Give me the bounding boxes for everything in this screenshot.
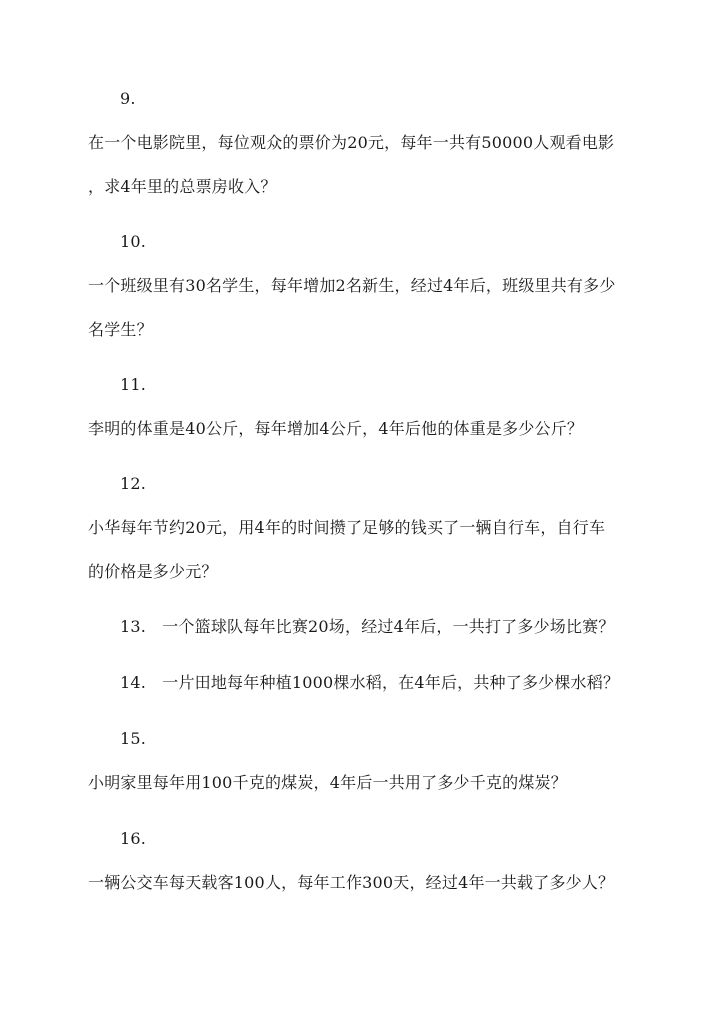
question-15-number: 15. [120, 729, 147, 748]
question-9-text-line-1: 在一个电影院里，每位观众的票价为20元，每年一共有50000人观看电影 [88, 133, 615, 152]
question-15-text-line-1: 小明家里每年用100千克的煤炭，4年后一共用了多少千克的煤炭？ [88, 773, 567, 792]
question-9-number: 9. [120, 89, 136, 108]
question-12-text-line-2: 的价格是多少元？ [88, 562, 218, 581]
question-13: 13. 一个篮球队每年比赛20场，经过4年后，一共打了多少场比赛？ [120, 617, 615, 636]
question-12-number: 12. [120, 474, 147, 493]
question-9-text-line-2: ，求4年里的总票房收入？ [88, 177, 277, 196]
question-10-text-line-1: 一个班级里有30名学生，每年增加2名新生，经过4年后，班级里共有多少 [88, 276, 616, 295]
question-11-number: 11. [120, 375, 147, 394]
question-10-number: 10. [120, 232, 147, 251]
question-16-number: 16. [120, 829, 147, 848]
question-12-text-line-1: 小华每年节约20元，用4年的时间攒了足够的钱买了一辆自行车，自行车 [88, 518, 606, 537]
question-10-text-line-2: 名学生？ [88, 320, 153, 339]
question-11-text-line-1: 李明的体重是40公斤，每年增加4公斤，4年后他的体重是多少公斤？ [88, 419, 584, 438]
question-14: 14. 一片田地每年种植1000棵水稻，在4年后，共种了多少棵水稻？ [120, 673, 620, 692]
question-16-text-line-1: 一辆公交车每天载客100人，每年工作300天，经过4年一共载了多少人？ [88, 873, 615, 892]
